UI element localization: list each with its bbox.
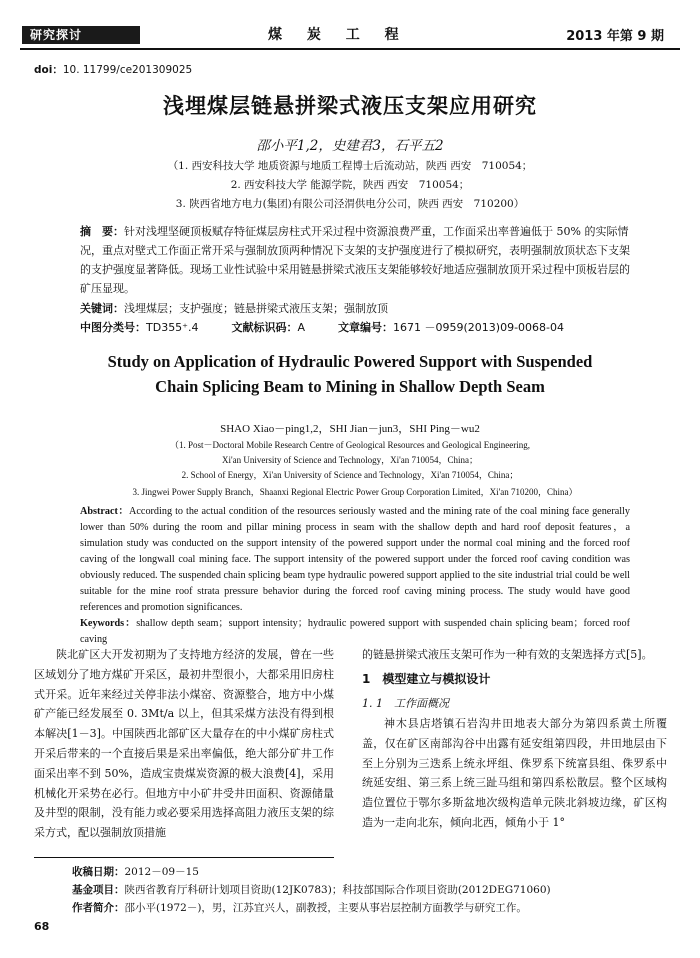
received-date bbox=[72, 864, 199, 879]
fund-value: 陕西省教育厅科研计划项目资助(12JK0783)；科技部国际合作项目资助(2012DEG71060) bbox=[124, 884, 551, 896]
authors-cn: 邵小平1,2，史建君3，石平五2 bbox=[256, 138, 444, 154]
doc-code-value: A bbox=[297, 321, 306, 334]
fund-label: 基金项目： bbox=[72, 884, 125, 896]
abstract-cn-text: 针对浅埋坚硬顶板赋存特征煤层房柱式开采过程中资源浪费严重，工作面采出率普遍低于 50% 的实际情况，重点对壁式工作面正常开采与强制放顶两种情况下支架的支护强度进行了模拟研究，表明强制放顶状态下支架的支护强度显著降低。现场工业性试验中采用链悬拼梁式液压支架能够较好地适应强制放顶开采过程中顶板岩层的矿压显现。 bbox=[80, 225, 630, 295]
fund-info bbox=[72, 882, 551, 897]
received-value: 2012－09－15 bbox=[124, 866, 199, 878]
affiliation-en-2: Xi'an University of Science and Technology，Xi'an 710054，China； bbox=[222, 455, 478, 465]
intro-paragraph: 陕北矿区大开发初期为了支持地方经济的发展，曾在一些区域划分了地方煤矿开采区，最初井型很小，大都采用旧房柱式开采。近年来经过关停非法小煤窑、资源整合，地方中小煤矿产能已经发展至 0. 3Mt/a 以上，但其采煤方法没有得到根本解决[1－3]。中国陕西北部矿区大量存在的中小煤矿房柱式开采后带来的一个直接后果是采出率偏低，绝大部分矿井工作面采出率不到 50%，造成宝贵煤炭资源的极大浪费[4]，采用机械化开采势在必行。但地方中小矿井受井田面积、资源储量及井型的限制，没有能力或必要采用选择高阻力液压支架的综采方式，配以强制放顶措施 bbox=[34, 648, 334, 840]
page-number: 68 bbox=[34, 920, 50, 933]
abstract-cn-label: 摘 要： bbox=[80, 225, 124, 238]
clc-label: 中图分类号： bbox=[80, 321, 146, 334]
doi-label: doi： bbox=[34, 64, 63, 76]
affiliation-cn-1: （1. 西安科技大学 地质资源与地质工程博士后流动站，陕西 西安 710054； bbox=[167, 160, 533, 172]
article-number-value: 1671 －0959(2013)09-0068-04 bbox=[393, 321, 565, 334]
header-rule bbox=[20, 48, 680, 50]
author-bio bbox=[72, 900, 527, 915]
keywords-cn-label: 关键词： bbox=[80, 302, 124, 315]
authors-en: SHAO Xiao－ping1,2，SHI Jian－jun3，SHI Ping－wu2 bbox=[220, 423, 480, 435]
affiliation-en-1: （1. Post－Doctoral Mobile Research Centre of Geological Resources and Geological Engineering, bbox=[170, 440, 530, 450]
affiliation-cn-2: 2. 西安科技大学 能源学院，陕西 西安 710054； bbox=[230, 179, 470, 191]
affiliation-cn-3: 3. 陕西省地方电力(集团)有限公司泾渭供电分公司，陕西 西安 710200） bbox=[175, 198, 525, 210]
issue-label: 2013 年第 9 期 bbox=[566, 29, 664, 44]
section-heading-1: 1 模型建立与模拟设计 bbox=[362, 672, 491, 686]
subsection-heading-1-1: 1. 1 工作面概况 bbox=[362, 697, 449, 710]
received-label: 收稿日期： bbox=[72, 866, 125, 878]
doi-line bbox=[34, 62, 192, 77]
keywords-en-text: shallow depth seam；support intensity；hydraulic powered support with suspended chain splicing beam；forced roof caving bbox=[80, 618, 630, 645]
paper-title-en-line-1: Study on Application of Hydraulic Powered Support with Suspended bbox=[107, 352, 593, 371]
keywords-cn bbox=[80, 299, 630, 318]
intro-continuation: 的链悬拼梁式液压支架可作为一种有效的支架选择方式[5]。 bbox=[362, 648, 653, 661]
section-badge: 研究探讨 bbox=[22, 26, 140, 44]
author-bio-label: 作者简介： bbox=[72, 902, 125, 914]
journal-name: 煤 炭 工 程 bbox=[268, 27, 409, 43]
doi-value[interactable]: 10. 11799/ce201309025 bbox=[62, 64, 193, 76]
abstract-en-label: Abstract： bbox=[80, 506, 130, 517]
article-number-label: 文章编号： bbox=[338, 321, 394, 334]
paper-title-cn: 浅埋煤层链悬拼梁式液压支架应用研究 bbox=[163, 94, 537, 118]
keywords-en-label: Keywords： bbox=[80, 618, 137, 629]
working-face-paragraph: 神木县店塔镇石岩沟井田地表大部分为第四系黄土所覆盖，仅在矿区南部沟谷中出露有延安组第四段，井田地层由下至上分别为三迭系上统永坪组、侏罗系下统富县组、侏罗系中统延安组、第三系上统三趾马组和第四系松散层。整个区域构造位置位于鄂尔多斯盆地次级构造单元陕北斜坡边缘，矿区构造为一走向北东，倾向北西，倾角小于 1° bbox=[362, 717, 667, 829]
paper-title-en-line-2: Chain Splicing Beam to Mining in Shallow Depth Seam bbox=[155, 377, 545, 396]
abstract-cn bbox=[80, 222, 630, 298]
abstract-en-text: According to the actual condition of the resources seriously wasted and the mining rate of the coal mining face generally lower than 50% during the room and pillar mining process in seam with the shallow depth and hard roof deposit features，a simulation study was conducted on the support intensity of the powered support under the normal coal mining and the forced roof caving of the longwall coal mining face. The support intensity of the powered support under the forced roof caving condition was obviously reduced. The suspended chain splicing beam type hydraulic powered support applied to the site industrial trial could be well suitable for the mine roof strata pressure behavior during the forced roof caving mining process. The study would have good references and promotion significances. bbox=[80, 506, 630, 613]
doc-code-label: 文献标识码： bbox=[231, 321, 298, 334]
classification-row bbox=[80, 319, 640, 335]
footnote-rule bbox=[34, 857, 334, 858]
abstract-en bbox=[80, 487, 630, 648]
affiliation-en-4: 3. Jingwei Power Supply Branch，Shaanxi Regional Electric Power Group Corporation Limited，Xi'an 710200，China） bbox=[132, 487, 578, 497]
keywords-cn-text: 浅埋煤层；支护强度；链悬拼梁式液压支架；强制放顶 bbox=[124, 302, 388, 315]
affiliation-en-3: 2. School of Energy，Xi'an University of Science and Technology，Xi'an 710054，China； bbox=[181, 470, 519, 480]
clc-value: TD355⁺.4 bbox=[146, 321, 199, 334]
author-bio-value: 邵小平(1972－)，男，江苏宜兴人，副教授，主要从事岩层控制方面教学与研究工作。 bbox=[124, 902, 527, 914]
